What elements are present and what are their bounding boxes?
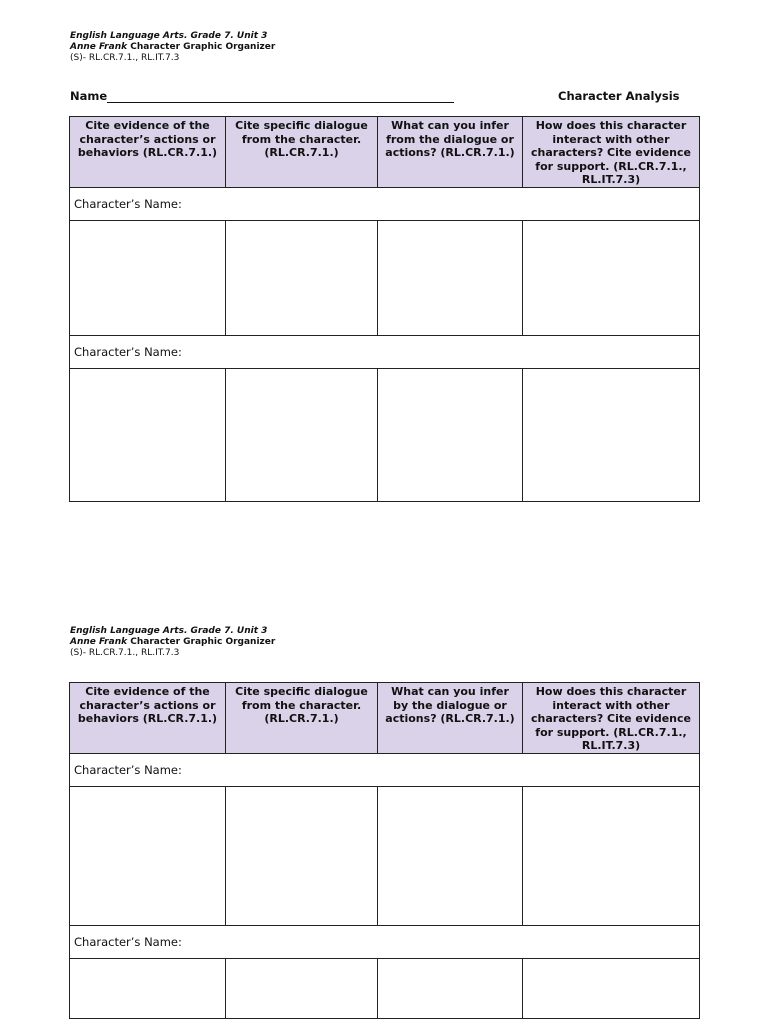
column-header-dialogue: Cite specific dialogue from the character. (RL.CR.7.1.)	[226, 683, 378, 754]
character-name-row	[70, 754, 700, 787]
answer-cell-interaction[interactable]	[523, 959, 700, 1019]
answer-row	[70, 369, 700, 502]
name-row	[70, 88, 698, 104]
answer-cell-interaction[interactable]	[523, 787, 700, 926]
answer-cell-interaction[interactable]	[523, 369, 700, 502]
answer-cell-dialogue[interactable]	[226, 787, 378, 926]
header-row	[70, 683, 700, 754]
character-name-row	[70, 926, 700, 959]
document-header-2	[70, 626, 275, 659]
character-name-label[interactable]: Character’s Name:	[70, 754, 700, 787]
column-header-actions: Cite evidence of the character’s actions or behaviors (RL.CR.7.1.)	[70, 683, 226, 754]
answer-cell-actions[interactable]	[70, 787, 226, 926]
organizer-table-1	[69, 116, 700, 502]
answer-cell-actions[interactable]	[70, 221, 226, 336]
answer-cell-infer[interactable]	[378, 959, 523, 1019]
book-title: Anne Frank	[70, 42, 128, 52]
character-name-row	[70, 336, 700, 369]
character-name-row	[70, 188, 700, 221]
standards-line: (S)- RL.CR.7.1., RL.IT.7.3	[70, 53, 180, 63]
answer-cell-dialogue[interactable]	[226, 959, 378, 1019]
course-title: English Language Arts. Grade 7. Unit 3	[70, 626, 268, 636]
answer-cell-infer[interactable]	[378, 221, 523, 336]
name-label: Name	[70, 89, 108, 103]
organizer-title	[70, 637, 275, 648]
document-header-1	[70, 31, 275, 64]
header-row	[70, 117, 700, 188]
answer-cell-interaction[interactable]	[523, 221, 700, 336]
book-title: Anne Frank	[70, 637, 128, 647]
answer-cell-infer[interactable]	[378, 369, 523, 502]
organizer-subtitle: Character Graphic Organizer	[127, 42, 276, 52]
answer-row	[70, 221, 700, 336]
organizer-title	[70, 42, 275, 53]
column-header-actions: Cite evidence of the character’s actions or behaviors (RL.CR.7.1.)	[70, 117, 226, 188]
name-blank-line[interactable]	[107, 102, 454, 103]
course-title: English Language Arts. Grade 7. Unit 3	[70, 31, 268, 41]
answer-row	[70, 959, 700, 1019]
column-header-interaction: How does this character interact with other characters? Cite evidence for support. (RL.CR.7.1., RL.IT.7.3)	[523, 683, 700, 754]
character-name-label[interactable]: Character’s Name:	[70, 188, 700, 221]
column-header-dialogue: Cite specific dialogue from the character. (RL.CR.7.1.)	[226, 117, 378, 188]
organizer-table-2	[69, 682, 700, 1019]
column-header-infer: What can you infer by the dialogue or actions? (RL.CR.7.1.)	[378, 683, 523, 754]
column-header-interaction: How does this character interact with other characters? Cite evidence for support. (RL.CR.7.1., RL.IT.7.3)	[523, 117, 700, 188]
answer-cell-infer[interactable]	[378, 787, 523, 926]
character-analysis-label: Character Analysis	[558, 89, 680, 103]
column-header-infer: What can you infer from the dialogue or actions? (RL.CR.7.1.)	[378, 117, 523, 188]
answer-cell-dialogue[interactable]	[226, 369, 378, 502]
answer-cell-actions[interactable]	[70, 959, 226, 1019]
organizer-subtitle: Character Graphic Organizer	[127, 637, 276, 647]
character-name-label[interactable]: Character’s Name:	[70, 336, 700, 369]
answer-row	[70, 787, 700, 926]
answer-cell-actions[interactable]	[70, 369, 226, 502]
standards-line: (S)- RL.CR.7.1., RL.IT.7.3	[70, 648, 180, 658]
answer-cell-dialogue[interactable]	[226, 221, 378, 336]
character-name-label[interactable]: Character’s Name:	[70, 926, 700, 959]
